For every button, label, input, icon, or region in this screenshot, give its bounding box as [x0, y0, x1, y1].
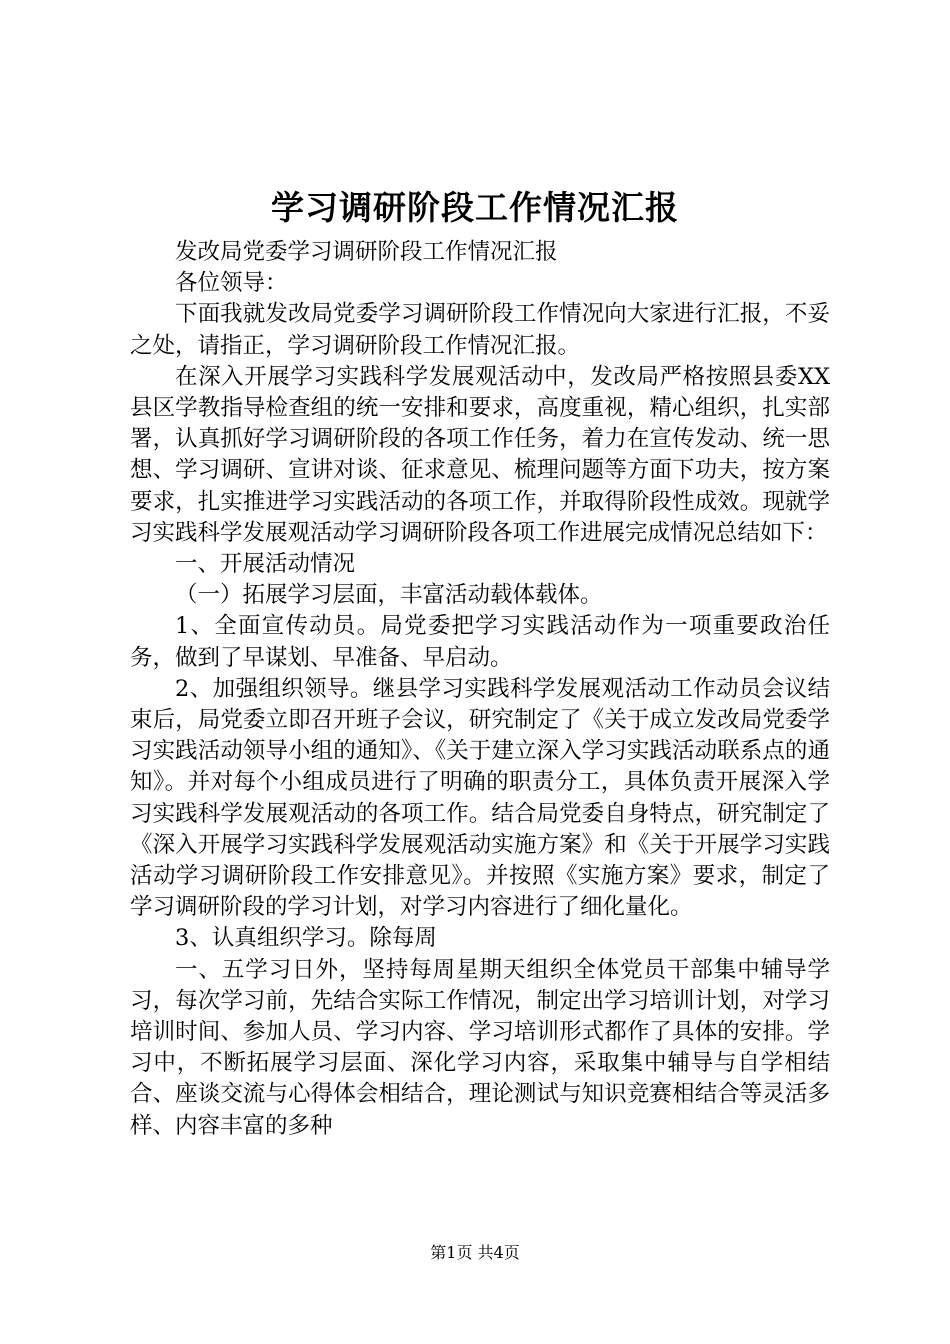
- paragraph-item-3: 3、认真组织学习。除每周: [175, 925, 437, 952]
- document-body: [130, 237, 830, 1142]
- paragraph-heading-line: 发改局党委学习调研阶段工作情况汇报: [175, 239, 558, 265]
- subsection-heading-expand-learning: （一）拓展学习层面，丰富活动载体载体。: [175, 582, 603, 609]
- paragraph-overview: 在深入开展学习实践科学发展观活动中，发改局严格按照县委XX县区学教指导检查组的统一安排和要求，高度重视，精心组织，扎实部署，认真抓好学习调研阶段的各项工作任务，着力在宣传发动、统一思想、学习调研、宣讲对谈、征求意见、梳理问题等方面下功夫，按方案要求，扎实推进学习实践活动的各项工作，并取得阶段性成效。现就学习实践科学发展观活动学习调研阶段各项工作进展完成情况总结如下：: [130, 363, 830, 546]
- section-heading-activities: 一、开展活动情况: [175, 551, 356, 578]
- paragraph-salutation: 各位领导：: [175, 270, 288, 297]
- paragraph-item-3-continued: 一、五学习日外，坚持每周星期天组织全体党员干部集中辅导学习，每次学习前，先结合实际工作情况，制定出学习培训计划，对学习培训时间、参加人员、学习内容、学习培训形式都作了具体的安排。学习中，不断拓展学习层面、深化学习内容，采取集中辅导与自学相结合、座谈交流与心得体会相结合，理论测试与知识竞赛相结合等灵活多样、内容丰富的多种: [130, 956, 830, 1139]
- page-footer: 第1页 共4页: [430, 1243, 520, 1262]
- document-title: 学习调研阶段工作情况汇报: [271, 188, 679, 227]
- paragraph-item-2: 2、加强组织领导。继县学习实践科学发展观活动工作动员会议结束后，局党委立即召开班子会议，研究制定了《关于成立发改局党委学习实践活动领导小组的通知》、《关于建立深入学习实践活动联系点的通知》。并对每个小组成员进行了明确的职责分工，具体负责开展深入学习实践科学发展观活动的各项工作。结合局党委自身特点，研究制定了《深入开展学习实践科学发展观活动实施方案》和《关于开展学习实践活动学习调研阶段工作安排意见》。并按照《实施方案》要求，制定了学习调研阶段的学习计划，对学习内容进行了细化量化。: [130, 675, 830, 921]
- paragraph-intro: 下面我就发改局党委学习调研阶段工作情况向大家进行汇报，不妥之处，请指正，学习调研阶段工作情况汇报。: [130, 301, 830, 359]
- paragraph-item-1: 1、全面宣传动员。局党委把学习实践活动作为一项重要政治任务，做到了早谋划、早准备、早启动。: [130, 613, 830, 671]
